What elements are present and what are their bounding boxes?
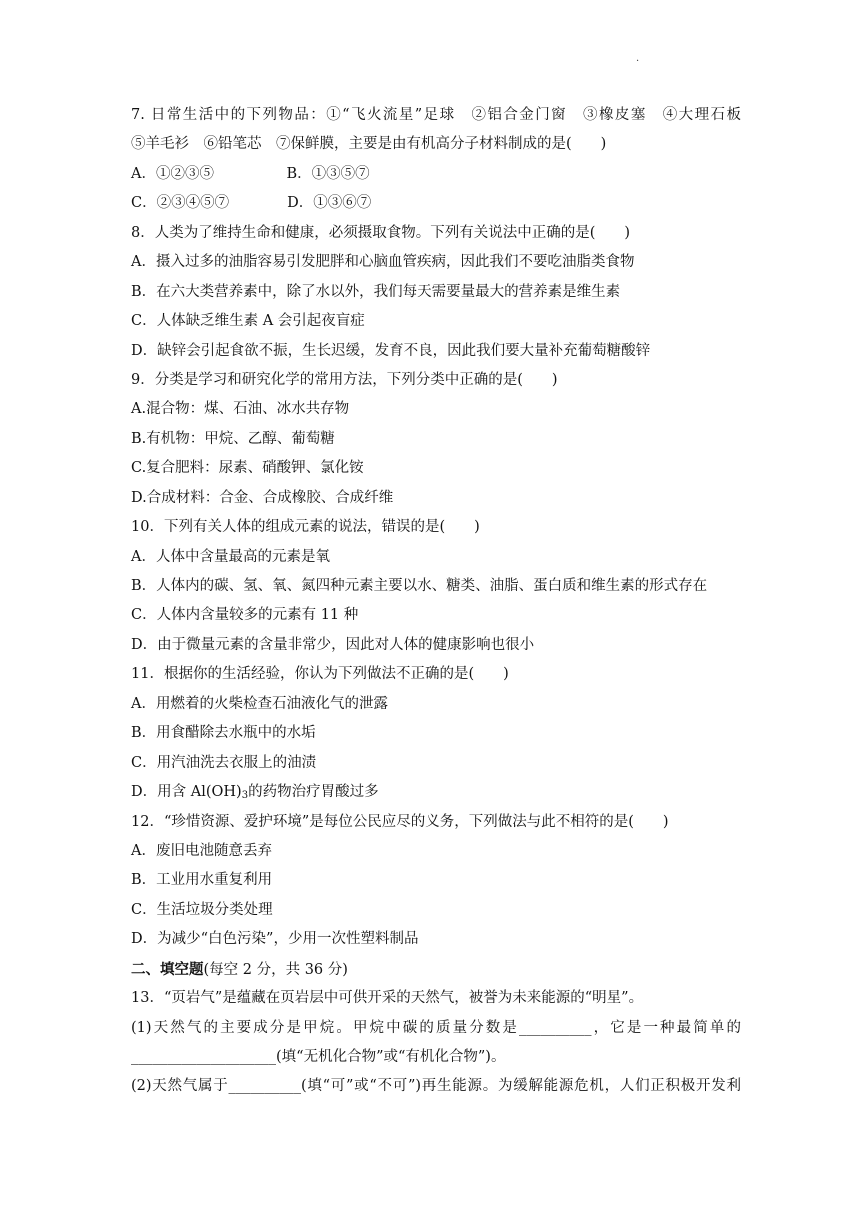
page-mark: · [636, 56, 640, 67]
text-line: B．人体内的碳、氢、氧、氮四种元素主要以水、糖类、油脂、蛋白质和维生素的形式存在 [131, 578, 708, 594]
text-line: A．废旧电池随意丢弃 [131, 842, 272, 859]
text-line: 12．“珍惜资源、爱护环境”是每位公民应尽的义务，下列做法与此不相符的是( ) [131, 813, 669, 830]
text-line: B．在六大类营养素中，除了水以外，我们每天需要量最大的营养素是维生素 [131, 283, 621, 300]
text-line: 二、填空题(每空 2 分，共 36 分) [131, 960, 348, 978]
text-line: B．工业用水重复利用 [131, 872, 273, 889]
text-line: ____________________(填“无机化合物”或“有机化合物”)。 [131, 1049, 506, 1065]
text-line: D．缺锌会引起食欲不振，生长迟缓，发育不良，因此我们要大量补充葡萄糖酸锌 [131, 342, 651, 359]
text-line: D.合成材料：合金、合成橡胶、合成纤维 [131, 489, 394, 506]
text-line: C.复合肥料：尿素、硝酸钾、氯化铵 [131, 460, 364, 477]
text-line: C．生活垃圾分类处理 [131, 901, 273, 918]
text-line: 11．根据你的生活经验，你认为下列做法不正确的是( ) [131, 666, 509, 683]
text-line: A．①②③⑤ B．①③⑤⑦ [131, 165, 370, 182]
text-line: 9．分类是学习和研究化学的常用方法，下列分类中正确的是( ) [131, 371, 558, 388]
text-line: B．用食醋除去水瓶中的水垢 [131, 725, 316, 742]
text-line: A．用燃着的火柴检查石油液化气的泄露 [131, 695, 388, 712]
text-line: A.混合物：煤、石油、冰水共存物 [131, 401, 350, 418]
text-line: D．用含 $Al(OH)_3$的药物治疗胃酸过多 [131, 784, 379, 802]
text-line: A．摄入过多的油脂容易引发肥胖和心脑血管疾病，因此我们不要吃油脂类食物 [131, 254, 635, 271]
text-line: B.有机物：甲烷、乙醇、葡萄糖 [131, 430, 335, 447]
text-line: 8．人类为了维持生命和健康，必须摄取食物。下列有关说法中正确的是( ) [131, 224, 631, 241]
text-line: C．②③④⑤⑦ D．①③⑥⑦ [131, 195, 372, 212]
text-line: A．人体中含量最高的元素是氧 [131, 548, 330, 565]
text-line: C．人体缺乏维生素 A 会引起夜盲症 [131, 313, 365, 330]
text-line: 10．下列有关人体的组成元素的说法，错误的是( ) [131, 519, 480, 536]
text-line: (1)天然气的主要成分是甲烷。甲烷中碳的质量分数是__________，它是一种最简单的 [131, 1019, 741, 1036]
text-line: C．用汽油洗去衣服上的油渍 [131, 754, 317, 771]
text-line: 13．“页岩气”是蕴藏在页岩层中可供开采的天然气，被誉为未来能源的“明星”。 [131, 990, 644, 1007]
text-line: ⑤羊毛衫 ⑥铅笔芯 ⑦保鲜膜，主要是由有机高分子材料制成的是( ) [131, 136, 607, 153]
text-line: 7. 日常生活中的下列物品：①“飞火流星”足球 ②铝合金门窗 ③橡皮塞 ④大理石板 [131, 107, 741, 123]
text-line: D．为减少“白色污染”，少用一次性塑料制品 [131, 931, 419, 948]
text-line: D．由于微量元素的含量非常少，因此对人体的健康影响也很小 [131, 636, 535, 653]
document-body [131, 101, 741, 1102]
text-line: C．人体内含量较多的元素有 11 种 [131, 607, 359, 624]
text-line: (2)天然气属于__________(填“可”或“不可”)再生能源。为缓解能源危机，人们正积极开发利 [131, 1078, 741, 1095]
